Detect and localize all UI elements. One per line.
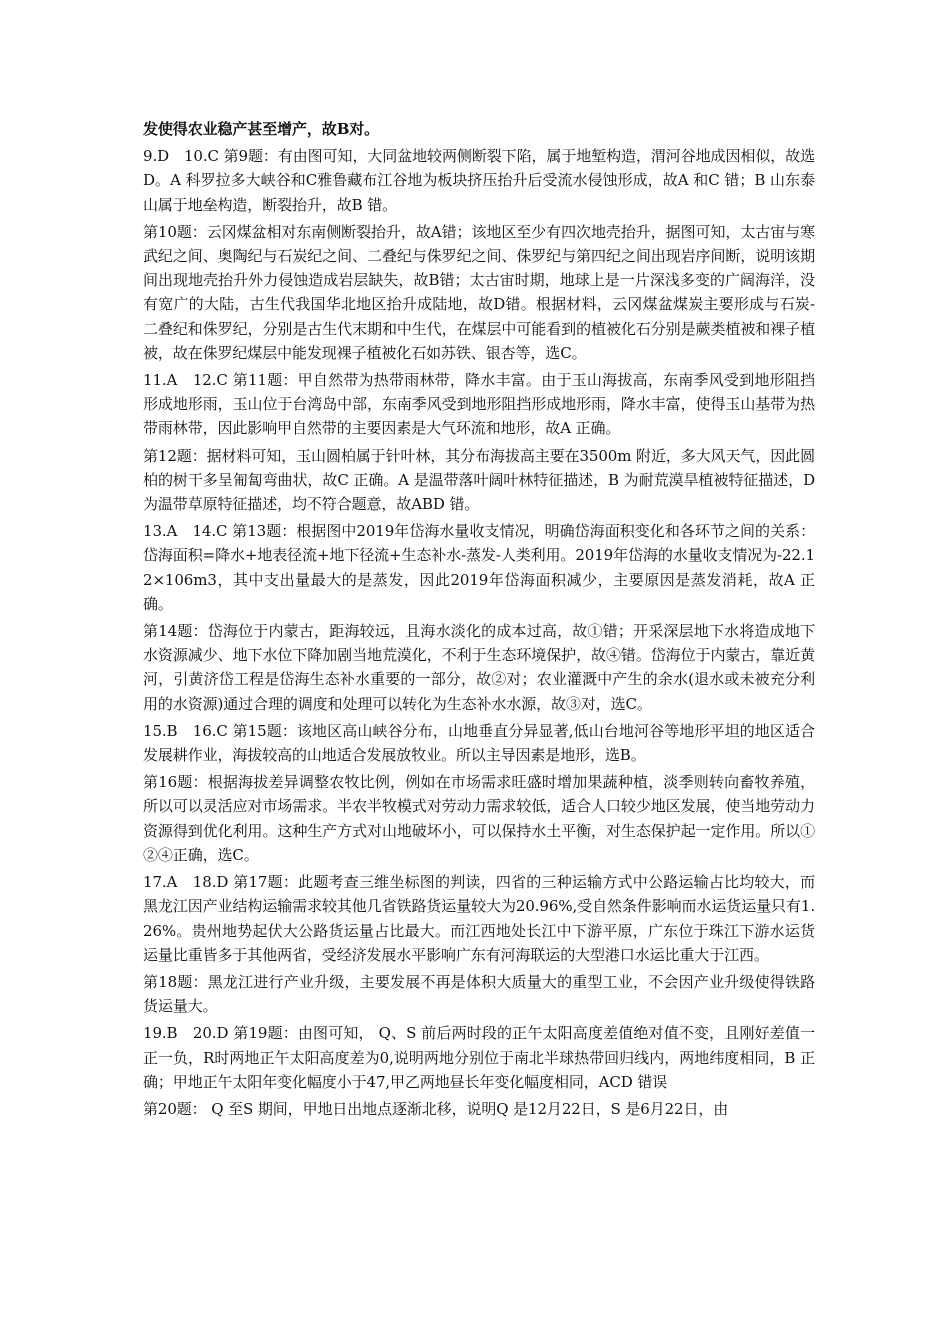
- paragraph-q18-explanation: 第18题：黑龙江进行产业升级，主要发展不再是体积大质量大的重型工业，不会因产业升级使得铁路货运量大。: [143, 972, 815, 1016]
- paragraph-q12-explanation: 第12题：据材料可知，玉山圆柏属于针叶林，其分布海拔高主要在3500m 附近，多大风天气，因此圆柏的树干多呈匍匐弯曲状，故C 正确。A 是温带落叶阔叶林特征描述，B 为耐荒漠旱植被特征描述，D 为温带草原特征描述，均不符合题意，故ABD 错。: [143, 446, 815, 514]
- document-page: [143, 117, 815, 1124]
- paragraph-q17-q18-answers: 17.A 18.D 第17题：此题考查三维坐标图的判读，四省的三种运输方式中公路运输占比均较大，而黑龙江因产业结构运输需求较其他几省铁路货运量较大为20.96%,受自然条件影响而水运货运量只有1.26%。贵州地势起伏大公路货运量占比最大。而江西地处长江中下游平原，广东位于珠江下游水运货运量比重皆多于其他两省，受经济发展水平影响广东有河海联运的大型港口水运比重大于江西。: [143, 873, 815, 964]
- paragraph-q16-explanation: 第16题：根据海拔差异调整农牧比例，例如在市场需求旺盛时增加果蔬种植，淡季则转向畜牧养殖，所以可以灵活应对市场需求。半农半牧模式对劳动力需求较低，适合人口较少地区发展，使当地劳动力资源得到优化利用。这种生产方式对山地破坏小，可以保持水土平衡，对生态保护起一定作用。所以①②④正确，选C。: [143, 773, 815, 864]
- paragraph-q10-explanation: 第10题：云冈煤盆相对东南侧断裂抬升，故A错；该地区至少有四次地壳抬升，据图可知，太古宙与寒武纪之间、奥陶纪与石炭纪之间、二叠纪与侏罗纪之间、侏罗纪与第四纪之间出现岩序间断，说明该期间出现地壳抬升外力侵蚀造成岩层缺失，故B错；太古宙时期，地球上是一片深浅多变的广阔海洋，没有宽广的大陆，古生代我国华北地区抬升成陆地，故D错。根据材料，云冈煤盆煤炭主要形成与石炭-二叠纪和侏罗纪，分别是古生代末期和中生代，在煤层中可能看到的植被化石分别是蕨类植被和裸子植被，故在侏罗纪煤层中能发现裸子植被化石如苏铁、银杏等，选C。: [143, 222, 815, 362]
- paragraph-q13-q14-answers: 13.A 14.C 第13题：根据图中2019年岱海水量收支情况，明确岱海面积变化和各环节之间的关系：岱海面积=降水+地表径流+地下径流+生态补水-蒸发-人类利用。2019年岱海的水量收支情况为-22.12×106m3，其中支出量最大的是蒸发，因此2019年岱海面积减少，主要原因是蒸发消耗，故A 正确。: [143, 522, 815, 613]
- paragraph-q11-q12-answers: 11.A 12.C 第11题：甲自然带为热带雨林带，降水丰富。由于玉山海拔高，东南季风受到地形阻挡形成地形雨，玉山位于台湾岛中部，东南季风受到地形阻挡形成地形雨，降水丰富，使得玉山基带为热带雨林带，因此影响甲自然带的主要因素是大气环流和地形，故A 正确。: [143, 371, 815, 438]
- paragraph-q15-q16-answers: 15.B 16.C 第15题：该地区高山峡谷分布，山地垂直分异显著,低山台地河谷等地形平坦的地区适合发展耕作业，海拔较高的山地适合发展放牧业。所以主导因素是地形，选B。: [143, 721, 815, 765]
- paragraph-q20-explanation: 第20题： Q 至S 期间，甲地日出地点逐渐北移，说明Q 是12月22日，S 是6月22日，由: [143, 1099, 729, 1118]
- paragraph-q14-explanation: 第14题：岱海位于内蒙古，距海较远，且海水淡化的成本过高，故①错；开采深层地下水将造成地下水资源减少、地下水位下降加剧当地荒漠化，不利于生态环境保护，故④错。岱海位于内蒙古，靠近黄河，引黄济岱工程是岱海生态补水重要的一部分，故②对；农业灌溉中产生的余水(退水或未被充分利用的水资源)通过合理的调度和处理可以转化为生态补水水源，故③对，选C。: [143, 622, 815, 713]
- paragraph-q8-continuation: 发使得农业稳产甚至增产，故B对。: [143, 120, 380, 138]
- paragraph-q9-q10-answers: 9.D 10.C 第9题：有由图可知，大同盆地较两侧断裂下陷，属于地堑构造，渭河谷地成因相似，故选D。A 科罗拉多大峡谷和C雅鲁藏布江谷地为板块挤压抬升后受流水侵蚀形成，故A 和C 错；B 山东泰山属于地垒构造，断裂抬升，故B 错。: [143, 147, 815, 214]
- paragraph-q19-q20-answers: 19.B 20.D 第19题：由图可知， Q、S 前后两时段的正午太阳高度差值绝对值不变，且刚好差值一正一负，R时两地正午太阳高度差为0,说明两地分别位于南北半球热带回归线内，两地纬度相同，B 正确；甲地正午太阳年变化幅度小于47,甲乙两地昼长年变化幅度相同，ACD 错误: [143, 1024, 815, 1091]
